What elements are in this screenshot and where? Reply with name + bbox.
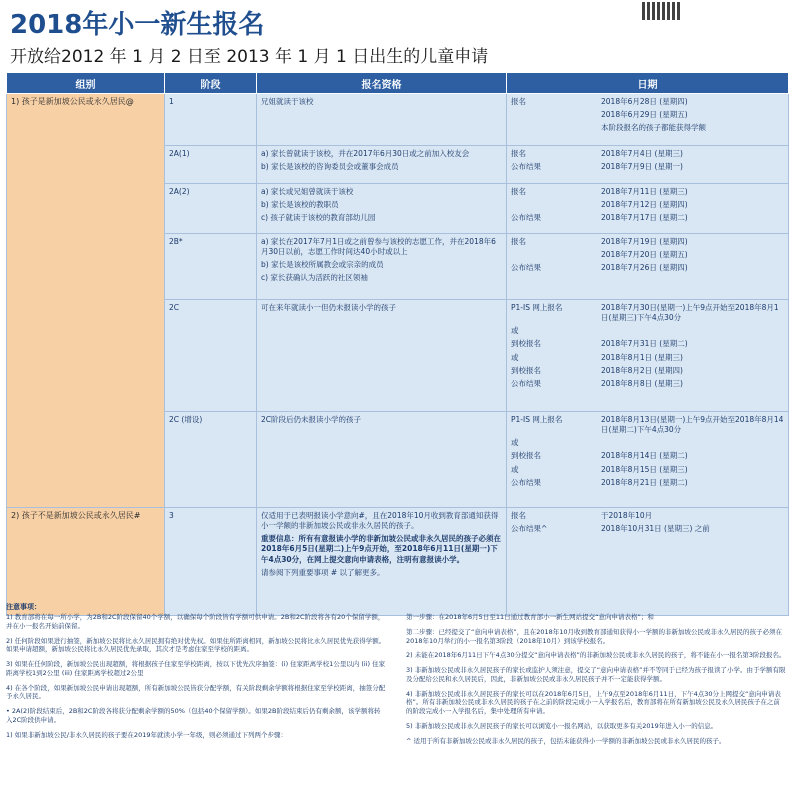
dates-cell	[507, 94, 789, 146]
notes-title: 注意事项：	[6, 603, 41, 611]
date-label: 或	[511, 326, 519, 336]
date-row	[511, 511, 784, 521]
date-label: 报名	[511, 149, 526, 158]
date-row	[511, 250, 784, 260]
date-row	[511, 326, 784, 336]
date-value: 2018年8月14日 (星期二)	[601, 451, 688, 461]
note-item: 第一步骤：在2018年6月5日至11日通过教育部小一新生网站提交“意向申请表格”；和	[406, 613, 654, 621]
date-value: 2018年7月17日 (星期二)	[601, 213, 688, 223]
eligibility-item: c) 家长获确认为活跃的社区领袖	[261, 273, 368, 283]
date-value: 2018年7月4日 (星期三)	[601, 149, 683, 158]
date-label: 报名	[511, 237, 526, 246]
date-row	[511, 110, 784, 120]
date-value: 2018年7月12日 (星期四)	[601, 200, 688, 210]
date-value: 2018年7月11日 (星期三)	[601, 187, 688, 196]
date-row	[511, 123, 784, 133]
header-group: 组别	[7, 73, 165, 94]
date-value: 本阶段报名的孩子都能获得学额	[601, 123, 706, 133]
note-item: 4) 在各个阶段，如果新加坡公民申请出现超额，所有新加坡公民皆获分配学额，有关阶段剩余学额将根据住家至学校距离，抽签分配予永久居民。	[6, 683, 386, 701]
date-label: 公布结果^	[511, 524, 548, 534]
eligibility-item: a) 家长曾就读于该校，并在2017年6月30日或之前加入校友会	[261, 149, 470, 158]
table-row	[7, 94, 789, 146]
eligibility-item: a) 家长在2017年7月1日或之前曾参与该校的志愿工作，并在2018年6月30日以前，志愿工作时间达40小时或以上	[261, 237, 496, 257]
date-label: P1-IS 网上报名	[511, 303, 563, 312]
date-row	[511, 451, 784, 461]
eligibility-item: 请参阅下列重要事项 # 以了解更多。	[261, 567, 385, 577]
date-value	[601, 438, 784, 448]
registration-table	[6, 72, 789, 616]
eligibility-cell	[257, 300, 507, 412]
dates-cell	[507, 146, 789, 184]
date-value: 2018年8月21日 (星期二)	[601, 477, 688, 487]
note-item: 3) 非新加坡公民或非永久居民孩子的家长或监护人须注意，提交了“意向申请表格”并不等同于已经为孩子报读了小学。由于学额有限及分配给公民和永久居民后，因此，非新加坡公民或非永久居民孩子并不一定能获得学额。	[406, 666, 786, 683]
date-row	[511, 524, 784, 534]
eligibility-item: b) 家长是该校的咨询委员会或董事会成员	[261, 162, 399, 172]
eligibility-cell	[257, 234, 507, 300]
dates-cell	[507, 234, 789, 300]
notes-left-column	[6, 613, 386, 745]
date-value: 2018年7月9日 (星期一)	[601, 162, 683, 172]
note-item: 2) 任何阶段如果进行抽签，新加坡公民将比永久居民拥有绝对优先权。如果住所距离相同，新加坡公民将比永久居民优先获得学额。如果申请超额，新加坡公民将比永久居民优先录取，其次才是考虑住家至学校的距离。	[6, 636, 386, 654]
dates-cell	[507, 300, 789, 412]
eligibility-item: 兄姐就读于该校	[261, 97, 314, 106]
eligibility-item: 仅适用于已表明报读小学意向#，且在2018年10月收到教育部通知获得小一学额的非新加坡公民或非永久居民的孩子。	[261, 511, 499, 531]
date-value: 2018年6月29日 (星期五)	[601, 110, 688, 120]
note-item: 4) 非新加坡公民或非永久居民孩子的家长可以在2018年6月5日，上午9点至2018年6月11日，下午4点30分上网提交“意向申请表格”。所有非新加坡公民或非永久居民的孩子在之前的阶段完成小一入学报名后，教育部将在所有新加坡公民及永久居民孩子在之前的阶段完成小一入学报名后，集中处理所有申请。	[406, 689, 781, 716]
note-item: 第二步骤：已经提交了“意向申请表格”，且在2018年10月收到教育部通知获得小一学额的非新加坡公民或非永久居民的孩子必须在2018年10月举行的小一报名第3阶段（2018年10月）到该学校报名。	[406, 627, 783, 645]
date-value: 2018年6月28日 (星期四)	[601, 97, 688, 106]
header-dates: 日期	[507, 73, 789, 94]
note-item: 3) 如果在任何阶段，新加坡公民出现超额，将根据孩子住家至学校距离，按以下优先次序抽签：(i) 住家距离学校1公里以内 (ii) 住家距离学校1到2公里 (iii) 住家距离学校超过2公里	[6, 660, 386, 677]
date-row	[511, 213, 784, 223]
note-item: 1) 教育部将在每一所小学，为2B和2C阶段保留40个学额，以确保每个阶段皆有学额可供申请。2B和2C阶段将各有20个保留学额，并在小一报名开始前保留。	[6, 613, 385, 630]
date-row	[511, 438, 784, 448]
date-label: 公布结果	[511, 213, 541, 223]
date-value: 2018年8月15日 (星期三)	[601, 464, 688, 474]
date-label: 到校报名	[511, 365, 541, 375]
date-label: 或	[511, 352, 519, 362]
eligibility-item: 可在来年就读小一但仍未报读小学的孩子	[261, 303, 396, 312]
notes-section	[6, 603, 788, 798]
note-item: 1) 如果非新加坡公民/非永久居民的孩子要在2019年就读小学一年级，则必须通过下列两个步骤：	[6, 730, 287, 739]
phase-cell: 2C (增设)	[165, 412, 257, 508]
eligibility-item: 重要信息：所有有意报读小学的非新加坡公民或非永久居民的孩子必须在2018年6月5日(星期二)上午9点开始，至2018年6月11日(星期一)下午4点30分，在网上提交意向申请表格，注明有意报读小学。	[261, 534, 501, 564]
dates-cell	[507, 508, 789, 616]
date-label: 到校报名	[511, 451, 541, 461]
date-value: 2018年8月1日 (星期三)	[601, 352, 683, 362]
date-value: 2018年8月2日 (星期四)	[601, 365, 683, 375]
phase-cell: 2C	[165, 300, 257, 412]
date-label: 公布结果	[511, 477, 541, 487]
page-subtitle: 开放给2012 年 1 月 2 日至 2013 年 1 月 1 日出生的儿童申请	[10, 47, 489, 67]
table-row	[7, 508, 789, 616]
date-value: 2018年7月19日 (星期四)	[601, 237, 688, 246]
page-title: 2018年小一新生报名	[10, 10, 265, 40]
eligibility-cell	[257, 412, 507, 508]
date-row	[511, 149, 784, 159]
date-row	[511, 415, 784, 435]
eligibility-item: 2C阶段后仍未报读小学的孩子	[261, 415, 362, 424]
eligibility-item: b) 家长是该校所属教会或宗亲的成员	[261, 260, 384, 270]
notes-right-column	[406, 613, 786, 751]
date-row	[511, 303, 784, 323]
dates-cell	[507, 412, 789, 508]
note-item: 5) 非新加坡公民或非永久居民孩子的家长可以浏览小一报名网站，以获取更多有关2019年进入小一的信息。	[406, 721, 718, 730]
date-label: 报名	[511, 97, 526, 106]
date-value: 2018年7月31日 (星期二)	[601, 339, 688, 349]
date-label	[511, 200, 601, 210]
eligibility-item: a) 家长或兄姐曾就读于该校	[261, 187, 354, 196]
date-row	[511, 237, 784, 247]
date-row	[511, 353, 784, 363]
phase-cell: 2B*	[165, 234, 257, 300]
note-item: • 2A(2)阶段结束后，2B和2C阶段各将获分配剩余学额的50%（包括40个保留学额）。如果2B阶段结束后仍有剩余额，该学额将转入2C阶段供申请。	[6, 707, 381, 724]
note-item: ^ 适用于所有非新加坡公民或非永久居民的孩子，包括未能获得小一学额的非新加坡公民或非永久居民的孩子。	[406, 736, 726, 745]
date-value: 2018年7月26日 (星期四)	[601, 263, 688, 273]
date-label: 公布结果	[511, 263, 541, 273]
date-row	[511, 366, 784, 376]
header-phase: 阶段	[165, 73, 257, 94]
date-value: 2018年7月30日(星期一)上午9点开始至2018年8月1日(星期三)下午4点30分	[601, 303, 779, 323]
header-eligibility: 报名资格	[257, 73, 507, 94]
eligibility-cell	[257, 508, 507, 616]
date-value: 2018年8月13日(星期一)上午9点开始至2018年8月14日(星期二)下午4点30分	[601, 415, 784, 435]
eligibility-cell	[257, 146, 507, 184]
group-cell: 2) 孩子不是新加坡公民或永久居民#	[7, 508, 165, 616]
date-label: 到校报名	[511, 339, 541, 349]
date-value: 2018年10月31日 (星期三) 之前	[601, 524, 710, 534]
date-row	[511, 478, 784, 488]
eligibility-item: b) 家长是该校的教职员	[261, 200, 339, 210]
note-item: 2) 未能在2018年6月11日下午4点30分提交“意向申请表格”的非新加坡公民或非永久居民的孩子，将不能在小一报名第3阶段报名。	[406, 651, 786, 660]
phase-cell: 1	[165, 94, 257, 146]
date-label: 公布结果	[511, 162, 541, 172]
date-row	[511, 162, 784, 172]
qr-code-icon	[642, 2, 682, 20]
phase-cell: 2A(2)	[165, 184, 257, 234]
date-value: 2018年8月8日 (星期三)	[601, 378, 683, 388]
date-label: 报名	[511, 511, 526, 520]
eligibility-cell	[257, 94, 507, 146]
date-label: 公布结果	[511, 378, 541, 388]
date-label	[511, 250, 601, 260]
date-value: 2018年7月20日 (星期五)	[601, 250, 688, 260]
date-row	[511, 339, 784, 349]
date-label: 报名	[511, 187, 526, 196]
date-row	[511, 97, 784, 107]
date-label: P1-IS 网上报名	[511, 415, 563, 424]
date-value: 于2018年10月	[601, 511, 653, 520]
phase-cell: 2A(1)	[165, 146, 257, 184]
date-label	[511, 110, 601, 120]
date-row	[511, 200, 784, 210]
dates-cell	[507, 184, 789, 234]
date-label: 或	[511, 464, 519, 474]
date-row	[511, 379, 784, 389]
date-label	[511, 123, 601, 133]
phase-cell: 3	[165, 508, 257, 616]
date-label: 或	[511, 438, 519, 448]
date-row	[511, 465, 784, 475]
eligibility-cell	[257, 184, 507, 234]
date-row	[511, 263, 784, 273]
eligibility-item: c) 孩子就读于该校的教育部幼儿园	[261, 213, 376, 223]
date-value	[601, 326, 784, 336]
date-row	[511, 187, 784, 197]
group-cell: 1) 孩子是新加坡公民或永久居民@	[7, 94, 165, 508]
